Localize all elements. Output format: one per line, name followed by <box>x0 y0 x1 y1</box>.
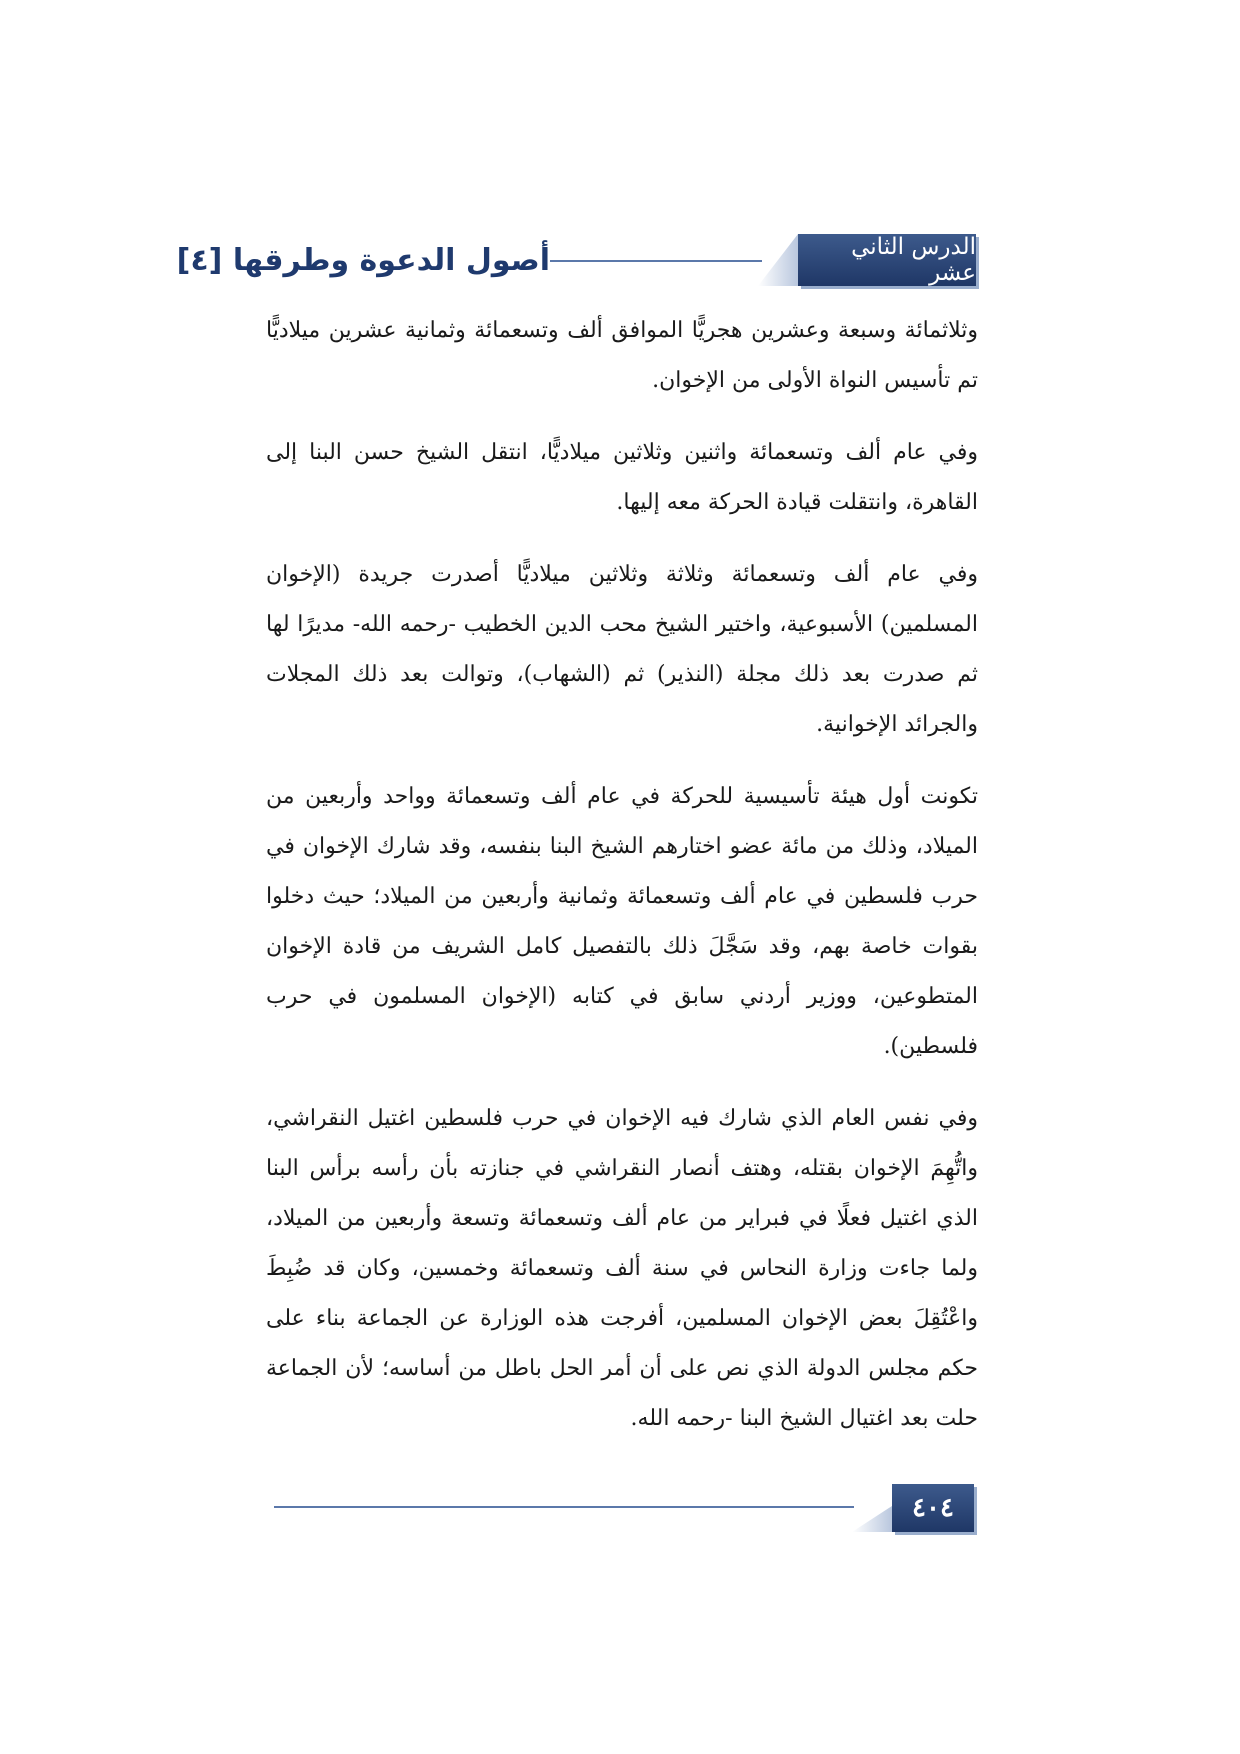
book-title: أصول الدعوة وطرقها [٤] <box>176 242 550 278</box>
lesson-label-box <box>798 234 976 286</box>
page-footer <box>274 1484 974 1536</box>
paragraph-5: وفي نفس العام الذي شارك فيه الإخوان في حرب فلسطين اغتيل النقراشي، واتُّهِمَ الإخوان بقتله، وهتف أنصار النقراشي في جنازته بأن رأسه برأس البنا الذي اغتيل فعلًا في فبراير من عام ألف وتسعمائة وتسعة وأربعين من الميلاد، ولما جاءت وزارة النحاس في سنة ألف وتسعمائة وخمسين، وكان قد ضُبِطَ واعْتُقِلَ بعض الإخوان المسلمين، أفرجت هذه الوزارة عن الجماعة بناء على حكم مجلس الدولة الذي نص على أن أمر الحل باطل من أساسه؛ لأن الجماعة حلت بعد اغتيال الشيخ البنا -رحمه الله. <box>266 1106 978 1431</box>
page-number-box <box>892 1484 974 1532</box>
footer-wedge-decoration <box>852 1506 892 1532</box>
header-rule <box>550 260 762 262</box>
page-number: ٤٠٤ <box>912 1493 954 1523</box>
footer-rule <box>274 1506 854 1508</box>
paragraph-3: وفي عام ألف وتسعمائة وثلاثة وثلاثين ميلاديًّا أصدرت جريدة (الإخوان المسلمين) الأسبوعية، واختير الشيخ محب الدين الخطيب -رحمه الله- مديرًا لها ثم صدرت بعد ذلك مجلة (النذير) ثم (الشهاب)، وتوالت بعد ذلك المجلات والجرائد الإخوانية. <box>266 562 978 737</box>
page-header <box>176 234 976 290</box>
paragraph-4: تكونت أول هيئة تأسيسية للحركة في عام ألف وتسعمائة وواحد وأربعين من الميلاد، وذلك من مائة عضو اختارهم الشيخ البنا بنفسه، وقد شارك الإخوان في حرب فلسطين في عام ألف وتسعمائة وثمانية وأربعين من الميلاد؛ حيث دخلوا بقوات خاصة بهم، وقد سَجَّلَ ذلك بالتفصيل كامل الشريف من قادة الإخوان المتطوعين، ووزير أردني سابق في كتابه (الإخوان المسلمون في حرب فلسطين). <box>266 784 978 1059</box>
page-body <box>266 306 978 1466</box>
paragraph-1: وثلاثمائة وسبعة وعشرين هجريًّا الموافق ألف وتسعمائة وثمانية عشرين ميلاديًّا تم تأسيس النواة الأولى من الإخوان. <box>266 318 978 393</box>
lesson-label: الدرس الثاني عشر <box>851 234 976 286</box>
paragraph-2: وفي عام ألف وتسعمائة واثنين وثلاثين ميلاديًّا، انتقل الشيخ حسن البنا إلى القاهرة، وانتقلت قيادة الحركة معه إليها. <box>266 440 978 515</box>
header-wedge-decoration <box>758 234 798 286</box>
